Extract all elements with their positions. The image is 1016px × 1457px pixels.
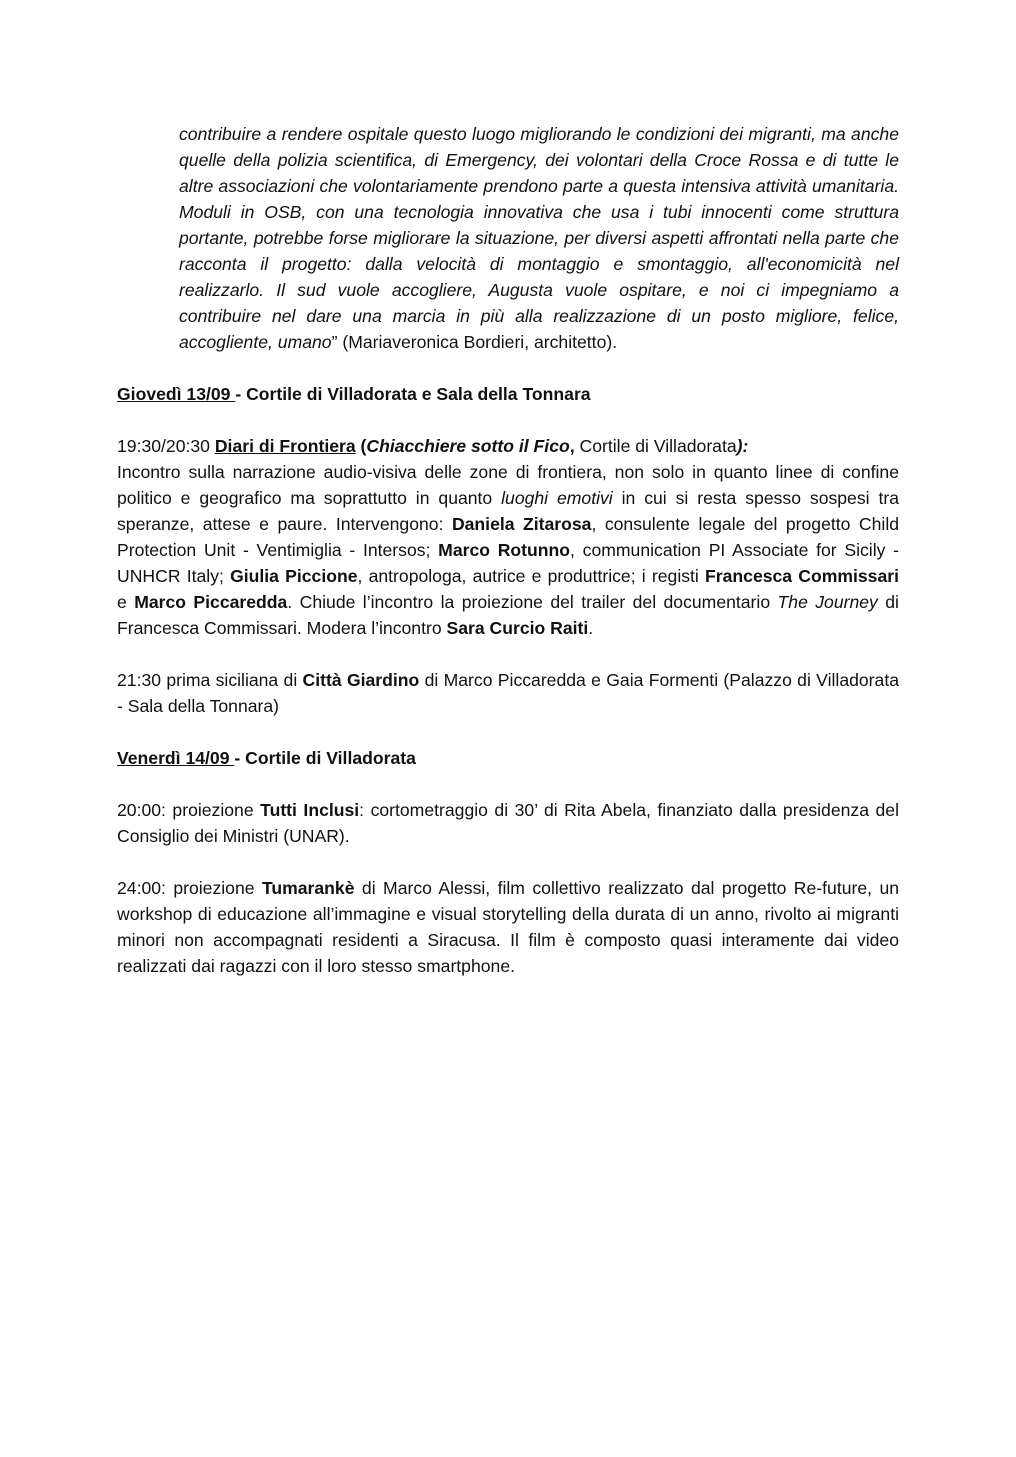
- day-heading-thursday: [117, 381, 899, 407]
- director-name: Francesca Commissari: [705, 566, 899, 586]
- event-description: di Francesca Commissari. Modera l’incontro: [117, 592, 899, 638]
- event-description: e: [117, 592, 135, 612]
- event-time: 19:30/20:30: [117, 436, 215, 456]
- event-emphasis: luoghi emotivi: [501, 488, 613, 508]
- event-description: 20:00: proiezione: [117, 800, 261, 820]
- event-paren-close: ):: [736, 436, 749, 456]
- event-description: Incontro sulla narrazione audio-visiva delle zone di frontiera, non solo in quanto linee di confine politico e geografico ma soprattutto in quanto: [117, 462, 899, 508]
- quote-credit: ” (Mariaveronica Bordieri, architetto).: [331, 332, 618, 352]
- event-description: . Chiude l’incontro la proiezione del trailer del documentario: [287, 592, 778, 612]
- film-title: The Journey: [777, 592, 878, 612]
- quote-paragraph: [179, 121, 899, 355]
- speaker-name: Daniela Zitarosa: [451, 514, 592, 534]
- event-description: : cortometraggio di 30’ di Rita Abela, finanziato dalla presidenza del Consiglio dei Ministri (UNAR).: [117, 800, 899, 846]
- day-place: - Cortile di Villadorata e Sala della Tonnara: [235, 384, 591, 404]
- director-name: Marco Piccaredda: [134, 592, 288, 612]
- event-description: , communication PI Associate for Sicily - UNHCR Italy;: [117, 540, 899, 586]
- speaker-name: Marco Rotunno: [438, 540, 571, 560]
- event-description: .: [588, 618, 594, 638]
- speaker-name: Giulia Piccione: [230, 566, 358, 586]
- film-title: Città Giardino: [302, 670, 420, 690]
- event-paren-open: (: [355, 436, 367, 456]
- day-place: - Cortile di Villadorata: [234, 748, 416, 768]
- moderator-name: Sara Curcio Raiti: [446, 618, 589, 638]
- event-diari-di-frontiera: [117, 433, 899, 641]
- quote-text: contribuire a rendere ospitale questo luogo migliorando le condizioni dei migranti, ma anche quelle della polizia scientifica, di Emergency, dei volontari della Croce Rossa e di tutte le altre associazioni che volontariamente prendono parte a questa intensiva attività umanitaria. Moduli in OSB, con una tecnologia innovativa che usa i tubi innocenti come struttura portante, potrebbe forse migliorare la situazione, per diversi aspetti affrontati nella parte che racconta il progetto: dalla velocità di montaggio e smontaggio, all'economicità nel realizzarlo. Il sud vuole accogliere, Augusta vuole ospitare, e noi ci impegniamo a contribuire nel dare una marcia in più alla realizzazione di un posto migliore, felice, accogliente, umano: [179, 124, 899, 352]
- day-date: Venerdì 14/09: [117, 748, 235, 768]
- page-content: [117, 121, 899, 979]
- event-citta-giardino: [117, 667, 899, 719]
- event-title: Diari di Frontiera: [214, 436, 356, 456]
- event-comma: ,: [569, 436, 575, 456]
- event-description: , consulente legale del progetto Child Protection Unit - Ventimiglia - Intersos;: [117, 514, 900, 560]
- day-heading-friday: [117, 745, 899, 771]
- event-subtitle: Chiacchiere sotto il Fico: [366, 436, 570, 456]
- event-tumaranke: [117, 875, 899, 979]
- film-title: Tutti Inclusi: [260, 800, 360, 820]
- event-description: 24:00: proiezione: [117, 878, 262, 898]
- film-title: Tumarankè: [261, 878, 355, 898]
- event-description: di Marco Alessi, film collettivo realizzato dal progetto Re-future, un workshop di educazione all’immagine e visual storytelling della durata di un anno, rivolto ai migranti minori non accompagnati residenti a Siracusa. Il film è composto quasi interamente dai video realizzati dai ragazzi con il loro stesso smartphone.: [117, 878, 900, 976]
- event-description: di Marco Piccaredda e Gaia Formenti (Palazzo di Villadorata - Sala della Tonnara): [117, 670, 899, 716]
- event-location: Cortile di Villadorata: [574, 436, 737, 456]
- event-tutti-inclusi: [117, 797, 899, 849]
- day-date: Giovedì 13/09: [117, 384, 236, 404]
- event-description: 21:30 prima siciliana di: [117, 670, 303, 690]
- event-description: in cui si resta spesso sospesi tra speranze, attese e paure. Intervengono:: [117, 488, 899, 534]
- event-description: , antropologa, autrice e produttrice; i registi: [357, 566, 706, 586]
